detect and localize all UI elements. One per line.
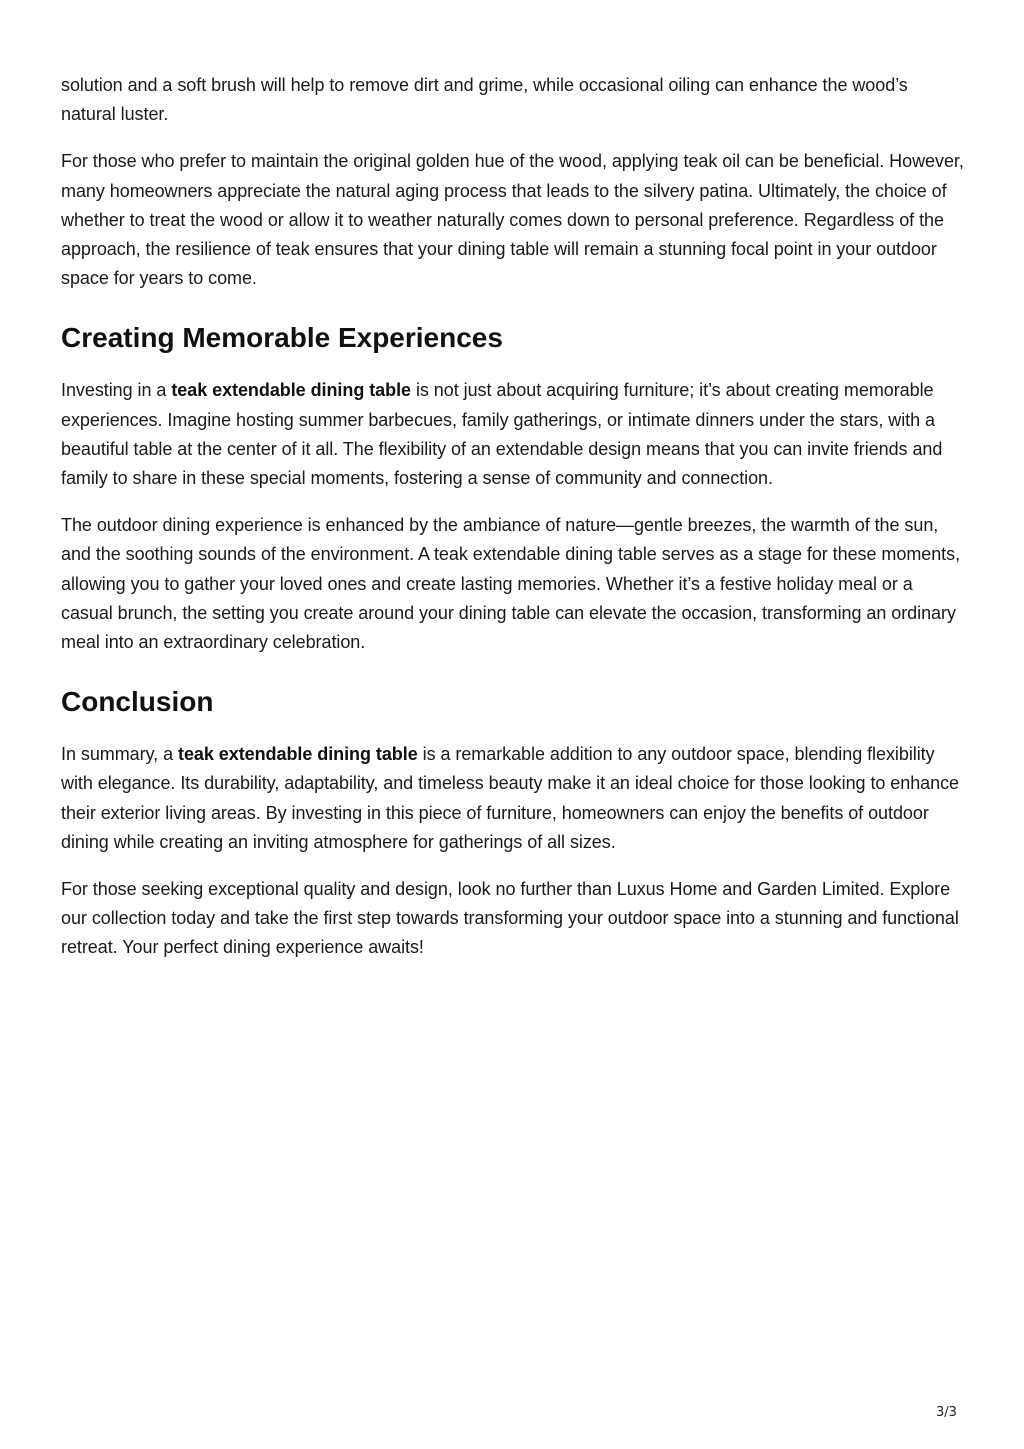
text-segment: In summary, a [61, 744, 178, 765]
bold-keyword: teak extendable dining table [178, 744, 418, 765]
text-segment: Investing in a [61, 380, 172, 401]
paragraph-outdoor-ambiance: The outdoor dining experience is enhanced by the ambiance of nature—gentle breezes, the warmth of the sun, and the soothing sounds of the environment. A teak extendable dining table serves as a stage for these moments, allowing you to gather your loved ones and create lasting memories. Whether it’s a festive holiday meal or a casual brunch, the setting you create around your dining table can elevate the occasion, transforming an ordinary meal into an extraordinary celebration. [61, 515, 961, 653]
bold-keyword: teak extendable dining table [171, 380, 411, 401]
paragraph-investing [61, 376, 966, 493]
paragraph-call-to-action: For those seeking exceptional quality and design, look no further than Luxus Home and Garden Limited. Explore our collection today and take the first step towards transforming your outdoor space into a stunning and functional retreat. Your perfect dining experience awaits! [61, 879, 959, 958]
paragraph-summary [61, 740, 966, 857]
heading-conclusion: Conclusion [61, 686, 214, 718]
paragraph-maintenance-end: solution and a soft brush will help to remove dirt and grime, while occasional oiling can enhance the wood’s natural luster. [61, 75, 908, 125]
text-segment: is not just about acquiring furniture; it’s about creating memorable experiences. Imagine hosting summer barbecues, family gatherings, or intimate dinners under the stars, with a beautiful table at the center of it all. The flexibility of an extendable design means that you can invite friends and family to share in these special moments, fostering a sense of community and connection. [61, 380, 943, 489]
page-number: 3/3 [936, 1405, 957, 1420]
heading-creating-memorable-experiences: Creating Memorable Experiences [61, 322, 503, 354]
text-segment: is a remarkable addition to any outdoor space, blending flexibility with elegance. Its durability, adaptability, and timeless beauty make it an ideal choice for those looking to enhance their exterior living areas. By investing in this piece of furniture, homeowners can enjoy the benefits of outdoor dining while creating an inviting atmosphere for gatherings of all sizes. [61, 744, 960, 852]
document-body [61, 71, 966, 981]
paragraph-teak-oil: For those who prefer to maintain the original golden hue of the wood, applying teak oil can be beneficial. However, many homeowners appreciate the natural aging process that leads to the silvery patina. Ultimately, the choice of whether to treat the wood or allow it to weather naturally comes down to personal preference. Regardless of the approach, the resilience of teak ensures that your dining table will remain a stunning focal point in your outdoor space for years to come. [61, 151, 964, 289]
